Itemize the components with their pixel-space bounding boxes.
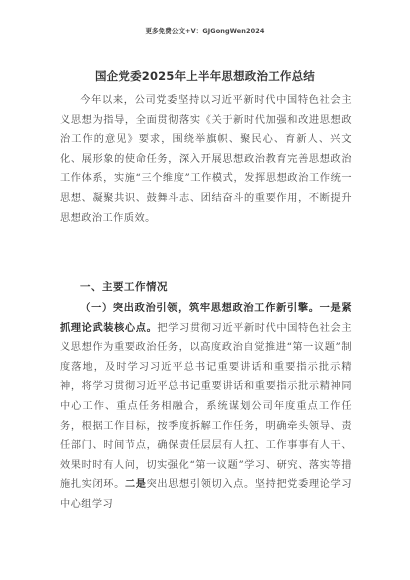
point-one-text: 把学习贯彻习近平新时代中国特色社会主义思想作为重要政治任务，以高度政治自觉推进“第一议题”制度落地，及时学习习近平总书记重要讲话和重要指示批示精神，将学习贯彻习近平总书记重要讲话和重要指示批示精神同中心工作、重点任务相融合，系统谋划公司年度重点工作任务，根据工作目标，按季度拆解工作任务，明确牵头领导、责任部门、时间节点，确保责任层层有人扛、工作事事有人干、效果时时有人问，切实强化“第一议题”学习、研究、落实等措施扎实闭环。 (60, 322, 352, 491)
section-heading: 一、主要工作情况 (80, 281, 168, 293)
intro-paragraph (60, 91, 352, 228)
point-two-label: 二是 (124, 479, 147, 491)
document-title: 国企党委2025年上半年思想政治工作总结 (94, 69, 315, 83)
subsection-paragraph (60, 299, 352, 515)
point-one-label: 一是紧抓理论武装核心点。 (60, 303, 352, 334)
intro-text: 今年以来，公司党委坚持以习近平新时代中国特色社会主义思想为指导，全面贯彻落实《关于新时代加强和改进思想政治工作的意见》要求，围绕举旗帜、聚民心、育新人、兴文化、展形象的使命任务，深入开展思想政治教育完善思想政治工作体系，实施“三个维度”工作模式，发挥思想政治工作统一思想、凝聚共识、鼓舞斗志、团结奋斗的重要作用，不断提升思想政治工作质效。 (60, 95, 352, 224)
subsection-heading: （一）突出政治引领，筑牢思想政治工作新引擎。 (80, 303, 320, 314)
point-two-text: 突出思想引领切入点。坚持把党委理论学习中心组学习 (60, 479, 353, 510)
header-note: 更多免费公文+V：GJGongWen2024 (145, 27, 265, 35)
